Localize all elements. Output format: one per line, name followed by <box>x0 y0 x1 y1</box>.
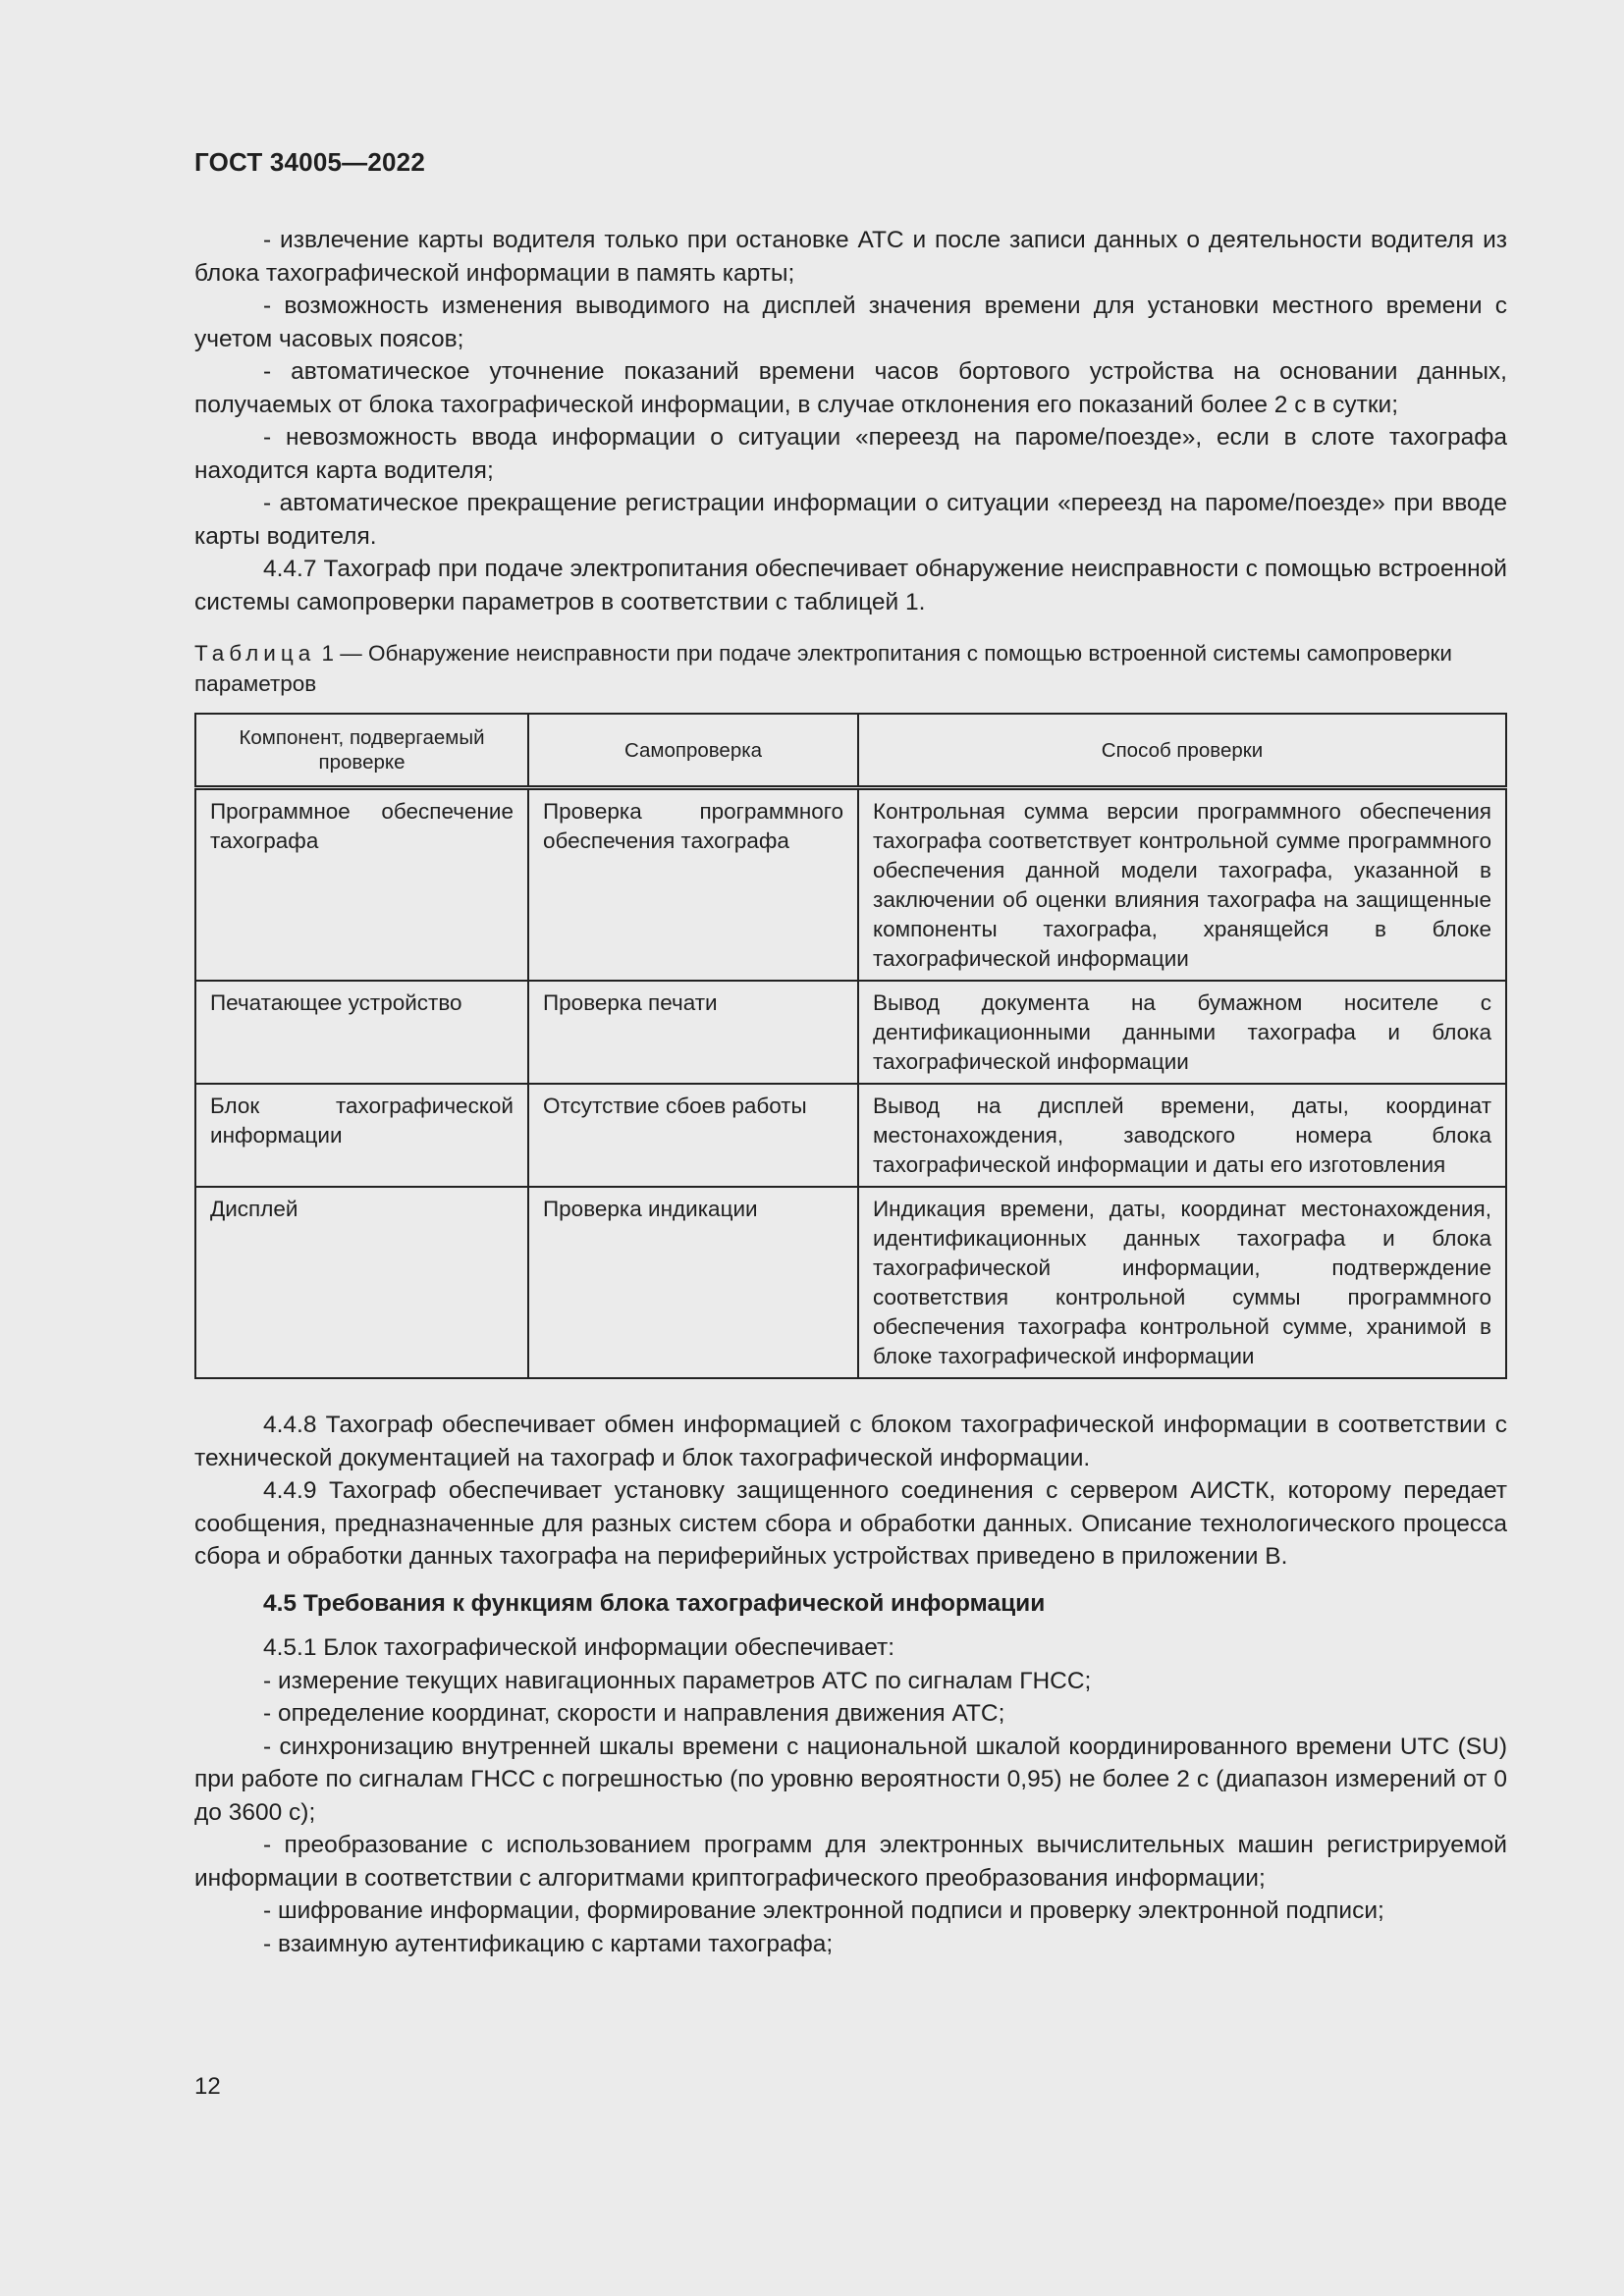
table-cell: Контрольная сумма версии программного обеспечения тахографа соответствует контрольной сумме программного обеспечения данной модели тахографа, указанной в заключении об оценки влияния тахографа на защищенные компоненты тахографа, хранящейся в блоке тахографической информации <box>858 788 1506 982</box>
table-row <box>195 788 1506 982</box>
paragraph: - автоматическое прекращение регистрации информации о ситуации «переезд на пароме/поезде» при вводе карты водителя. <box>194 490 1507 550</box>
table-cell: Печатающее устройство <box>195 981 528 1084</box>
table-cell: Программное обеспечение тахографа <box>195 788 528 982</box>
self-check-table <box>194 713 1507 1379</box>
paragraph: - извлечение карты водителя только при остановке АТС и после записи данных о деятельности водителя из блока тахографической информации в память карты; <box>194 227 1507 287</box>
paragraph: 4.4.7 Тахограф при подаче электропитания обеспечивает обнаружение неисправности с помощью встроенной системы самопроверки параметров в соответствии с таблицей 1. <box>194 556 1507 615</box>
list-item: - преобразование с использованием программ для электронных вычислительных машин регистрируемой информации в соответствии с алгоритмами криптографического преобразования информации; <box>194 1832 1507 1892</box>
table-caption <box>194 638 1507 699</box>
paragraph: - возможность изменения выводимого на дисплей значения времени для установки местного времени с учетом часовых поясов; <box>194 293 1507 352</box>
paragraph: 4.4.9 Тахограф обеспечивает установку защищенного соединения с сервером АИСТК, которому передает сообщения, предназначенные для разных систем сбора и обработки данных. Описание технологического процесса сбора и обработки данных тахографа на периферийных устройствах приведено в приложении В. <box>194 1477 1507 1570</box>
list-item: - шифрование информации, формирование электронной подписи и проверку электронной подписи; <box>263 1897 1384 1924</box>
page-body <box>194 224 1507 1960</box>
table-cell: Проверка печати <box>528 981 858 1084</box>
table-cell: Вывод на дисплей времени, даты, координат местонахождения, заводского номера блока тахографической информации и даты его изготовления <box>858 1084 1506 1187</box>
column-header: Самопроверка <box>528 714 858 788</box>
document-header: ГОСТ 34005—2022 <box>194 147 425 177</box>
paragraph: 4.4.8 Тахограф обеспечивает обмен информацией с блоком тахографической информации в соответствии с технической документацией на тахограф и блок тахографической информации. <box>194 1412 1507 1471</box>
table-cell: Проверка программного обеспечения тахографа <box>528 788 858 982</box>
column-header: Способ проверки <box>858 714 1506 788</box>
table-cell: Отсутствие сбоев работы <box>528 1084 858 1187</box>
table-row <box>195 1187 1506 1378</box>
table-caption-text: 1 — Обнаружение неисправности при подаче электропитания с помощью встроенной системы самопроверки параметров <box>194 641 1452 696</box>
table-row <box>195 1084 1506 1187</box>
table-row <box>195 981 1506 1084</box>
page-number: 12 <box>194 2073 221 2100</box>
table-cell: Блок тахографической информации <box>195 1084 528 1187</box>
section-heading: 4.5 Требования к функциям блока тахографической информации <box>263 1589 1046 1617</box>
list-item: - синхронизацию внутренней шкалы времени с национальной шкалой координированного времени UTC (SU) при работе по сигналам ГНСС с погрешностью (по уровню вероятности 0,95) не более 2 с (диапазон измерений от 0 до 3600 с); <box>194 1733 1507 1826</box>
table-caption-label: Таблица <box>194 641 316 666</box>
table-cell: Индикация времени, даты, координат местонахождения, идентификационных данных тахографа и блока тахографической информации, подтверждение соответствия контрольной суммы программного обеспечения тахографа контрольной сумме, хранимой в блоке тахографической информации <box>858 1187 1506 1378</box>
list-item: - измерение текущих навигационных параметров АТС по сигналам ГНСС; <box>263 1667 1092 1694</box>
column-header: Компонент, подвергаемый проверке <box>195 714 528 788</box>
list-item: - определение координат, скорости и направления движения АТС; <box>263 1700 1005 1727</box>
list-item: - взаимную аутентификацию с картами тахографа; <box>263 1930 834 1957</box>
table-cell: Вывод документа на бумажном носителе с дентификационными данными тахографа и блока тахографической информации <box>858 981 1506 1084</box>
paragraph: - автоматическое уточнение показаний времени часов бортового устройства на основании данных, получаемых от блока тахографической информации, в случае отклонения его показаний более 2 с в сутки; <box>194 358 1507 418</box>
table-cell: Проверка индикации <box>528 1187 858 1378</box>
table-header-row <box>195 714 1506 788</box>
table-cell: Дисплей <box>195 1187 528 1378</box>
paragraph: - невозможность ввода информации о ситуации «переезд на пароме/поезде», если в слоте тахографа находится карта водителя; <box>194 424 1507 484</box>
paragraph: 4.5.1 Блок тахографической информации обеспечивает: <box>263 1634 895 1661</box>
